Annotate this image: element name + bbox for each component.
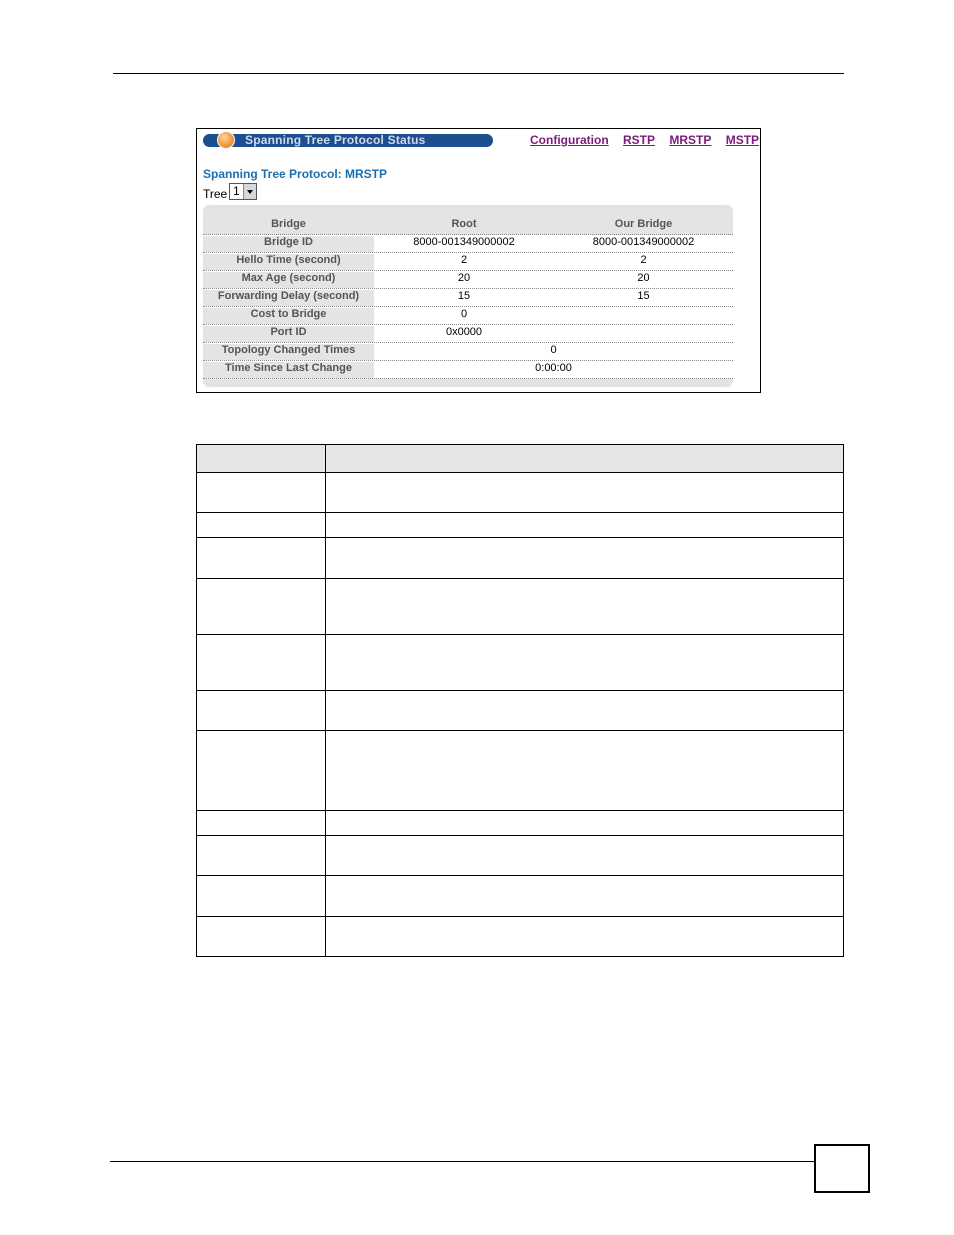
table-row <box>197 538 844 579</box>
panel-title: Spanning Tree Protocol Status <box>245 133 426 147</box>
orange-bullet-icon <box>217 131 235 149</box>
header-rule <box>113 73 844 74</box>
row-root-value: 15 <box>457 290 471 302</box>
row-our-value: 8000-001349000002 <box>592 236 695 248</box>
nav-links <box>530 133 770 147</box>
table-row <box>203 307 733 325</box>
label-cell <box>197 691 326 731</box>
row-label: Max Age (second) <box>203 272 374 288</box>
desc-cell <box>326 836 844 876</box>
table-row <box>197 731 844 811</box>
desc-cell <box>326 917 844 957</box>
desc-cell <box>326 579 844 635</box>
table-row <box>203 271 733 289</box>
header-desc-cell <box>326 445 844 473</box>
row-root-value: 0 <box>460 308 468 320</box>
stp-status-panel <box>196 128 761 393</box>
label-cell <box>197 811 326 836</box>
footer-rule <box>110 1161 814 1162</box>
label-cell <box>197 635 326 691</box>
desc-cell <box>326 691 844 731</box>
row-label: Cost to Bridge <box>203 308 374 324</box>
row-span-value: 0 <box>550 344 557 356</box>
row-root-value: 2 <box>460 254 468 266</box>
desc-cell <box>326 811 844 836</box>
table-row <box>197 876 844 917</box>
row-root-value: 8000-001349000002 <box>413 236 515 248</box>
row-label: Time Since Last Change <box>203 362 374 378</box>
header-bridge: Bridge <box>203 218 374 234</box>
link-rstp[interactable]: RSTP <box>623 133 656 147</box>
row-label: Topology Changed Times <box>203 344 374 360</box>
table-row <box>203 325 733 343</box>
header-root: Root <box>451 218 477 230</box>
table-row <box>203 235 733 253</box>
row-our-value: 15 <box>637 290 650 302</box>
desc-cell <box>326 473 844 513</box>
stp-status-table <box>203 205 733 387</box>
row-our-value: 20 <box>637 272 650 284</box>
page-number-box <box>814 1144 870 1193</box>
label-cell <box>197 876 326 917</box>
row-span-value: 0:00:00 <box>535 362 572 374</box>
link-mstp[interactable]: MSTP <box>725 133 760 147</box>
table-header-row <box>197 445 844 473</box>
table-row <box>197 513 844 538</box>
table-row <box>197 811 844 836</box>
row-root-value: 20 <box>457 272 471 284</box>
row-root-value: 0x0000 <box>445 326 483 338</box>
table-row <box>197 691 844 731</box>
label-cell <box>197 513 326 538</box>
row-label: Port ID <box>203 326 374 342</box>
link-mrstp[interactable]: MRSTP <box>669 133 712 147</box>
table-row <box>197 635 844 691</box>
desc-cell <box>326 876 844 917</box>
table-header-row <box>203 217 733 235</box>
table-row <box>197 917 844 957</box>
table-row <box>197 836 844 876</box>
row-label: Bridge ID <box>203 236 374 252</box>
table-row <box>203 343 733 361</box>
table-row <box>203 253 733 271</box>
description-table <box>196 444 844 957</box>
label-cell <box>197 579 326 635</box>
table-row <box>203 289 733 307</box>
table-row <box>197 473 844 513</box>
link-configuration[interactable]: Configuration <box>530 133 609 147</box>
label-cell <box>197 538 326 579</box>
header-label-cell <box>197 445 326 473</box>
label-cell <box>197 836 326 876</box>
desc-cell <box>326 513 844 538</box>
desc-cell <box>326 538 844 579</box>
label-cell <box>197 731 326 811</box>
protocol-heading: Spanning Tree Protocol: MRSTP <box>203 167 388 181</box>
desc-cell <box>326 731 844 811</box>
row-label: Forwarding Delay (second) <box>203 290 374 306</box>
header-our-bridge: Our Bridge <box>614 218 673 230</box>
row-label: Hello Time (second) <box>203 254 374 270</box>
chevron-down-icon[interactable] <box>243 184 256 199</box>
row-our-value: 2 <box>640 254 647 266</box>
table-row <box>203 361 733 379</box>
panel-title-bar <box>203 134 493 147</box>
desc-cell <box>326 635 844 691</box>
table-row <box>197 579 844 635</box>
tree-label: Tree <box>203 187 228 201</box>
tree-select[interactable] <box>229 183 257 200</box>
label-cell <box>197 917 326 957</box>
tree-select-value: 1 <box>233 184 240 198</box>
label-cell <box>197 473 326 513</box>
